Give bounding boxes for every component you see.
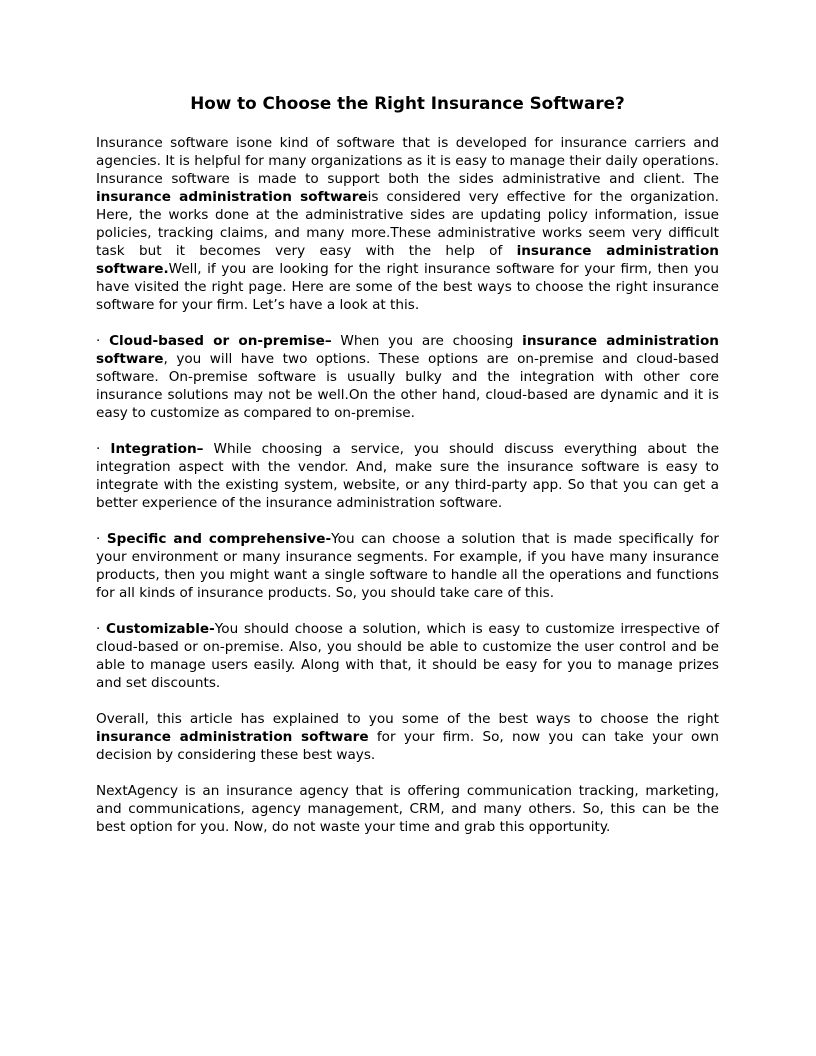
page-title: How to Choose the Right Insurance Software? (190, 93, 625, 113)
document-page (96, 92, 719, 854)
intro-bold-1: insurance administration software (96, 189, 368, 205)
overall-text-2: for your firm. So, now you can take your own decision by considering these best ways. (96, 729, 719, 763)
bullet: · (96, 531, 107, 547)
integration-text: While choosing a service, you should discuss everything about the integration aspect with the vendor. And, make sure the insurance software is easy to integrate with the existing system, website, or any third-party app. So that you can get a better experience of the insurance administration software. (96, 441, 719, 511)
intro-bold-2: insurance administration software. (96, 243, 719, 277)
bullet: · (96, 621, 107, 637)
overall-text-1: Overall, this article has explained to you some of the best ways to choose the right (96, 711, 719, 727)
cloud-bold-1: insurance administration software (96, 333, 719, 367)
closing-paragraph: NextAgency is an insurance agency that is offering communication tracking, marketing, and communications, agency management, CRM, and many others. So, this can be the best option for you. Now, do not waste your time and grab this opportunity. (96, 783, 719, 835)
bullet: · (96, 333, 110, 349)
cloud-text-1: When you are choosing (331, 333, 523, 349)
integration-heading: Integration– (110, 441, 204, 457)
intro-paragraph (96, 134, 719, 314)
overall-bold-1: insurance administration software (96, 729, 369, 745)
integration-section (96, 440, 719, 512)
intro-text-2: is considered very effective for the organization. Here, the works done at the administrative sides are updating policy information, issue policies, tracking claims, and many more.These administrative works seem very difficult task but it becomes very easy with the help of (96, 189, 720, 259)
customizable-text: You should choose a solution, which is easy to customize irrespective of cloud-based or on-premise. Also, you should be able to customize the user control and be able to manage users easily. Along with that, it should be easy for you to manage prizes and set discounts. (96, 621, 719, 691)
specific-text: You can choose a solution that is made specifically for your environment or many insurance segments. For example, if you have many insurance products, then you might want a single software to handle all the operations and functions for all kinds of insurance products. So, you should take care of this. (96, 531, 719, 601)
specific-heading: Specific and comprehensive- (106, 531, 332, 547)
intro-text-1: Insurance software isone kind of software that is developed for insurance carriers and agencies. It is helpful for many organizations as it is easy to manage their daily operations. Insurance software is made to support both the sides administrative and client. The (96, 135, 719, 187)
cloud-text-2: , you will have two options. These options are on-premise and cloud-based software. On-premise software is usually bulky and the integration with other core insurance solutions may not be well.On the other hand, cloud-based are dynamic and it is easy to customize as compared to on-premise. (96, 351, 719, 421)
cloud-heading: Cloud-based or on-premise– (109, 333, 332, 349)
intro-text-3: Well, if you are looking for the right insurance software for your firm, then you have visited the right page. Here are some of the best ways to choose the right insurance software for your firm. Let’s have a look at this. (96, 261, 719, 313)
specific-section (96, 530, 719, 602)
cloud-section (96, 332, 719, 422)
customizable-section (96, 620, 719, 692)
customizable-heading: Customizable- (106, 621, 215, 637)
overall-paragraph (96, 710, 719, 764)
bullet: · (96, 441, 111, 457)
